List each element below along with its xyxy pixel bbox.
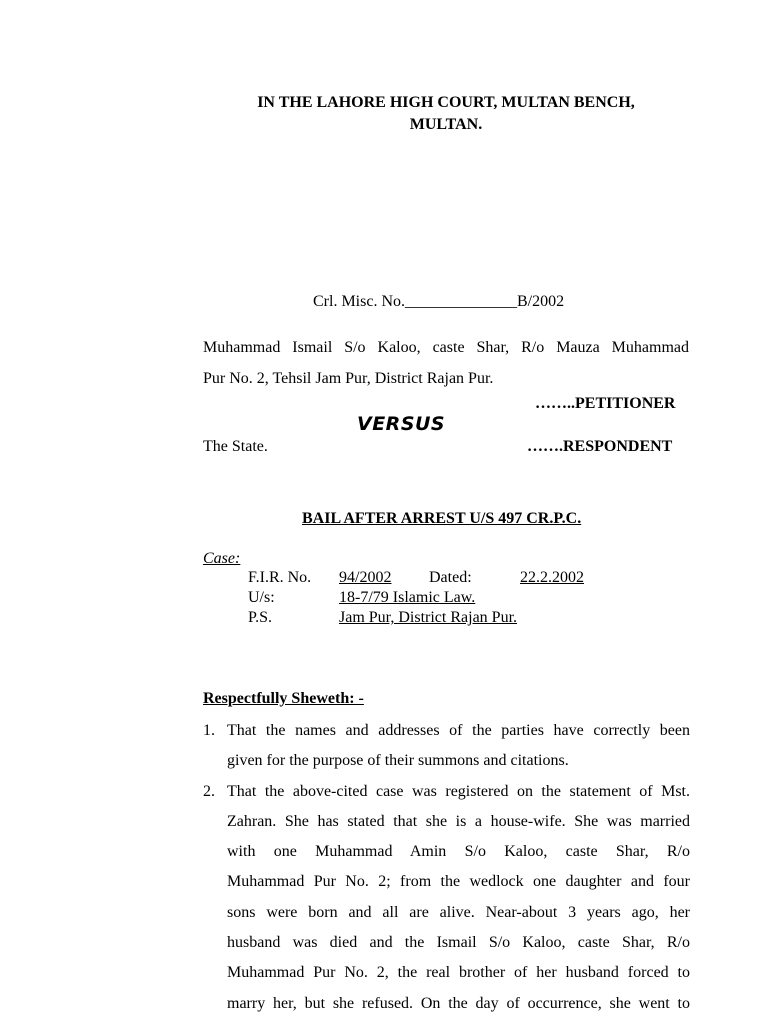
- paragraph-list: [203, 716, 690, 1019]
- application-title: BAIL AFTER ARREST U/S 497 CR.P.C.: [302, 510, 582, 527]
- paragraph-line: marry her, but she refused. On the day of occurrence, she went to: [227, 994, 690, 1012]
- case-number: Crl. Misc. No.______________B/2002: [313, 293, 565, 310]
- paragraph-line: Muhammad Pur No. 2, the real brother of her husband forced to: [227, 964, 690, 982]
- petitioner-details: [203, 332, 689, 394]
- ps-label: P.S.: [248, 609, 273, 626]
- paragraph-line: That the names and addresses of the parties have correctly been: [227, 722, 690, 739]
- us-value: 18-7/79 Islamic Law.: [339, 589, 476, 606]
- ps-value: Jam Pur, District Rajan Pur.: [339, 609, 518, 626]
- paragraph-line: husband was died and the Ismail S/o Kaloo, caste Shar, R/o: [227, 934, 690, 952]
- dated-value: 22.2.2002: [520, 569, 584, 586]
- sheweth-heading: Respectfully Sheweth: -: [203, 690, 364, 707]
- petitioner-line: Pur No. 2, Tehsil Jam Pur, District Rajan Pur.: [203, 370, 494, 387]
- court-heading-line2: MULTAN.: [409, 116, 483, 133]
- court-heading-line1: IN THE LAHORE HIGH COURT, MULTAN BENCH,: [257, 94, 635, 111]
- paragraph: [203, 777, 690, 1019]
- paragraph-line: with one Muhammad Amin S/o Kaloo, caste Shar, R/o: [227, 843, 690, 861]
- respondent-name: The State.: [203, 438, 268, 455]
- paragraph-line: given for the purpose of their summons and citations.: [227, 752, 569, 770]
- court-heading: [0, 92, 768, 136]
- respondent-role: …….RESPONDENT: [527, 438, 673, 455]
- paragraph-line: Zahran. She has stated that she is a house-wife. She was married: [227, 812, 690, 830]
- case-label: Case:: [203, 550, 241, 567]
- versus-label: VERSUS: [357, 413, 446, 435]
- fir-label: F.I.R. No.: [248, 569, 312, 586]
- petitioner-line: Muhammad Ismail S/o Kaloo, caste Shar, R/o Mauza Muhammad: [203, 339, 689, 356]
- paragraph-number: 2.: [203, 782, 215, 800]
- paragraph-number: 1.: [203, 722, 215, 739]
- paragraph-line: That the above-cited case was registered on the statement of Mst.: [227, 782, 690, 800]
- paragraph-line: sons were born and all are alive. Near-about 3 years ago, her: [227, 903, 690, 921]
- petitioner-role: ……..PETITIONER: [535, 395, 676, 412]
- us-label: U/s:: [248, 589, 275, 606]
- fir-value: 94/2002: [339, 569, 392, 586]
- dated-label: Dated:: [429, 569, 472, 586]
- paragraph: [203, 716, 690, 777]
- paragraph-line: Muhammad Pur No. 2; from the wedlock one daughter and four: [227, 873, 690, 891]
